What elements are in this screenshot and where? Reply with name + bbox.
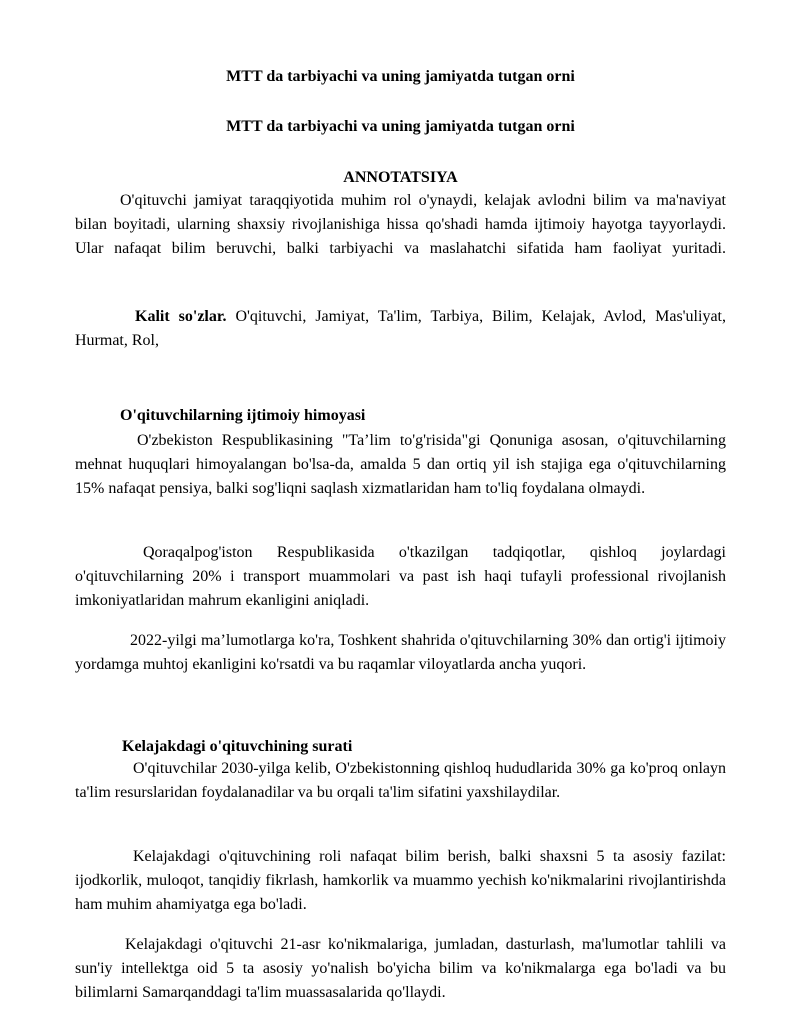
keywords-label: Kalit so'zlar. bbox=[135, 308, 227, 325]
paragraph-karakalpakstan: Qoraqalpog'iston Respublikasida o'tkazilgan tadqiqotlar, qishloq joylardagi o'qituvchilarning 20% i transport muammolari va past ish haqi tufayli professional rivojlanish imkoniyatlaridan mahrum ekanligini aniqladi. bbox=[75, 544, 726, 609]
paragraph-21st-century-skills: Kelajakdagi o'qituvchi 21-asr ko'nikmalariga, jumladan, dasturlash, ma'lumotlar tahlili va sun'iy intellektga oid 5 ta asosiy yo'nalish bo'yicha bilim va ko'nikmalarga ega bo'ladi va bu bilimlarni Samarqanddagi ta'lim muassasalarida qo'llaydi. bbox=[75, 936, 726, 1001]
document-title-repeat: MTT da tarbiyachi va uning jamiyatda tutgan orni bbox=[226, 118, 575, 135]
paragraph-law: O'zbekiston Respublikasining "Ta’lim to'g'risida"gi Qonuniga asosan, o'qituvchilarning mehnat huquqlari himoyalangan bo'lsa-da, amalda 5 dan ortiq yil ish stajiga ega o'qituvchilarning 15% nafaqat pensiya, balki sog'liqni saqlash xizmatlaridan ham to'liq foydalana olmaydi. bbox=[75, 432, 726, 497]
annotation-text: O'qituvchi jamiyat taraqqiyotida muhim rol o'ynaydi, kelajak avlodni bilim va ma'naviyat bilan boyitadi, ularning shaxsiy rivojlanishiga hissa qo'shadi hamda ijtimoiy hayotga tayyorlaydi. Ular nafaqat bilim beruvchi, balki tarbiyachi va maslahatchi sifatida ham faoliyat yuritadi. bbox=[75, 192, 726, 257]
section-heading-social-protection: O'qituvchilarning ijtimoiy himoyasi bbox=[120, 407, 366, 424]
paragraph-future-role: Kelajakdagi o'qituvchining roli nafaqat bilim berish, balki shaxsni 5 ta asosiy fazilat: ijodkorlik, muloqot, tanqidiy fikrlash, hamkorlik va muammo yechish ko'nikmalarini rivojlantirishda ham muhim ahamiyatga ega bo'ladi. bbox=[75, 848, 726, 913]
paragraph-online-resources: O'qituvchilar 2030-yilga kelib, O'zbekistonning qishloq hududlarida 30% ga ko'proq onlayn ta'lim resurslaridan foydalanadilar va bu orqali ta'lim sifatini yaxshilaydilar. bbox=[75, 760, 726, 801]
section-heading-future-teacher: Kelajakdagi o'qituvchining surati bbox=[122, 738, 353, 755]
annotation-heading: ANNOTATSIYA bbox=[343, 169, 458, 186]
paragraph-tashkent: 2022-yilgi ma’lumotlarga ko'ra, Toshkent shahrida o'qituvchilarning 30% dan ortig'i ijtimoiy yordamga muhtoj ekanligini ko'rsatdi va bu raqamlar viloyatlarda ancha yuqori. bbox=[75, 632, 726, 673]
document-title: MTT da tarbiyachi va uning jamiyatda tutgan orni bbox=[226, 68, 575, 85]
keywords-text: O'qituvchi, Jamiyat, Ta'lim, Tarbiya, Bilim, Kelajak, Avlod, Mas'uliyat, Hurmat, Rol, bbox=[75, 308, 726, 349]
keywords-paragraph bbox=[75, 305, 726, 353]
